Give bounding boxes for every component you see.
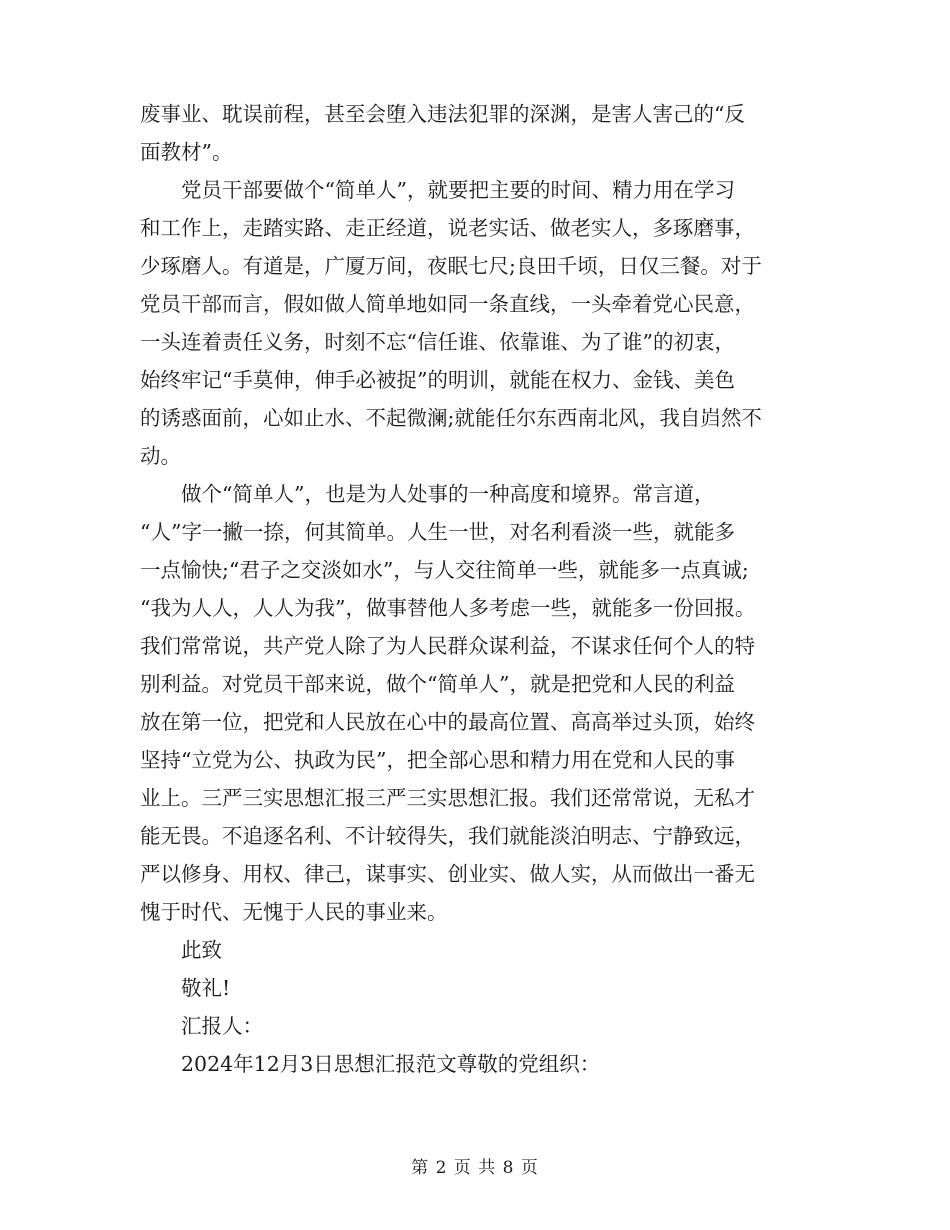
- page-footer: 第 2 页 共 8 页: [411, 1158, 539, 1178]
- paragraph-3: 做个“简单人”，也是为人处事的一种高度和境界。常言道， “人”字一撇一捺，何其简单。人生一世，对名利看淡一些，就能多 一点愉快;“君子之交淡如水”，与人交往简单一些，就能多一点真诚; “我为人人，人人为我”，做事替他人多考虑一些，就能多一份回报。 我们常常说，共产党人除了为人民群众谋利益，不谋求任何个人的特 别利益。对党员干部来说，做个“简单人”，就是把党和人民的利益 放在第一位，把党和人民放在心中的最高位置、高高举过头顶，始终 坚持“立党为公、执政为民”，把全部心思和精力用在党和人民的事 业上。三严三实思想汇报三严三实思想汇报。我们还常常说，无私才 能无畏。不追逐名利、不计较得失，我们就能淡泊明志、宁静致远， 严以修身、用权、律己，谋事实、创业实、做人实，从而做出一番无 愧于时代、无愧于人民的事业来。: [140, 482, 756, 924]
- date-line: 2024年12月3日思想汇报范文尊敬的党组织：: [140, 1052, 601, 1076]
- closing-respect: 敬礼!: [140, 976, 231, 1000]
- paragraph-1: 废事业、耽误前程，甚至会堕入违法犯罪的深渊，是害人害己的“反 面教材”。: [140, 102, 745, 164]
- closing-salutation: 此致: [140, 938, 222, 962]
- document-body: [140, 95, 812, 1083]
- paragraph-2: 党员干部要做个“简单人”，就要把主要的时间、精力用在学习 和工作上，走踏实路、走正经道，说老实话、做老实人，多琢磨事， 少琢磨人。有道是，广厦万间，夜眠七尺;良田千顷，日仅三餐。对于 党员干部而言，假如做人简单地如同一条直线，一头牵着党心民意， 一头连着责任义务，时刻不忘“信任谁、依靠谁、为了谁”的初衷， 始终牢记“手莫伸，伸手必被捉”的明训，就能在权力、金钱、美色 的诱惑面前，心如止水、不起微澜;就能任尔东西南北风，我自岿然不 动。: [140, 178, 762, 468]
- reporter-line: 汇报人：: [140, 1014, 263, 1038]
